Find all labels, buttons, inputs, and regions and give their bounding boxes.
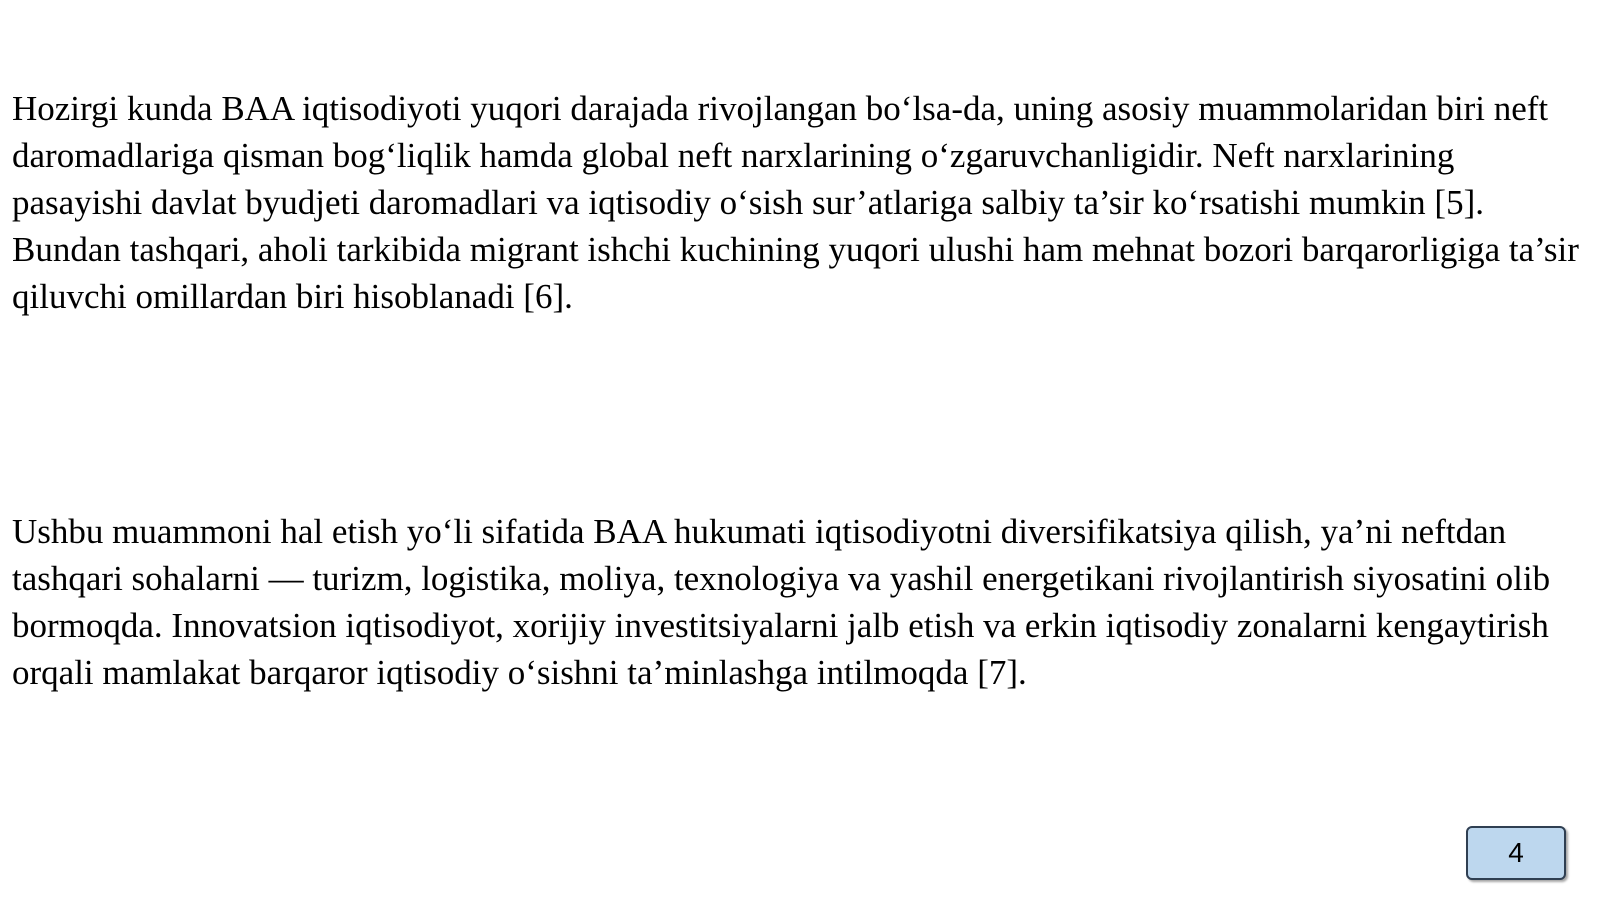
page-number-badge: 4	[1466, 826, 1566, 880]
paragraph-diversification-solution: Ushbu muammoni hal etish yo‘li sifatida BAA hukumati iqtisodiyotni diversifikatsiya qilish, ya’ni neftdan tashqari sohalarni — turizm, logistika, moliya, texnologiya va yashil energetikani rivojlantirish siyosatini olib bormoqda. Innovatsion iqtisodiyot, xorijiy investitsiyalarni jalb etish va erkin iqtisodiy zonalarni kengaytirish orqali mamlakat barqaror iqtisodiy o‘sishni ta’minlashga intilmoqda [7].	[12, 512, 1551, 692]
paragraph-diversification-problem: Hozirgi kunda BAA iqtisodiyoti yuqori darajada rivojlangan bo‘lsa-da, uning asosiy muammolaridan biri neft daromadlariga qisman bog‘liqlik hamda global neft narxlarining o‘zgaruvchanligidir. Neft narxlarining pasayishi davlat byudjeti daromadlari va iqtisodiy o‘sish sur’atlariga salbiy ta’sir ko‘rsatishi mumkin [5]. Bundan tashqari, aholi tarkibida migrant ishchi kuchining yuqori ulushi ham mehnat bozori barqarorligiga ta’sir qiluvchi omillardan biri hisoblanadi [6].	[12, 89, 1579, 316]
